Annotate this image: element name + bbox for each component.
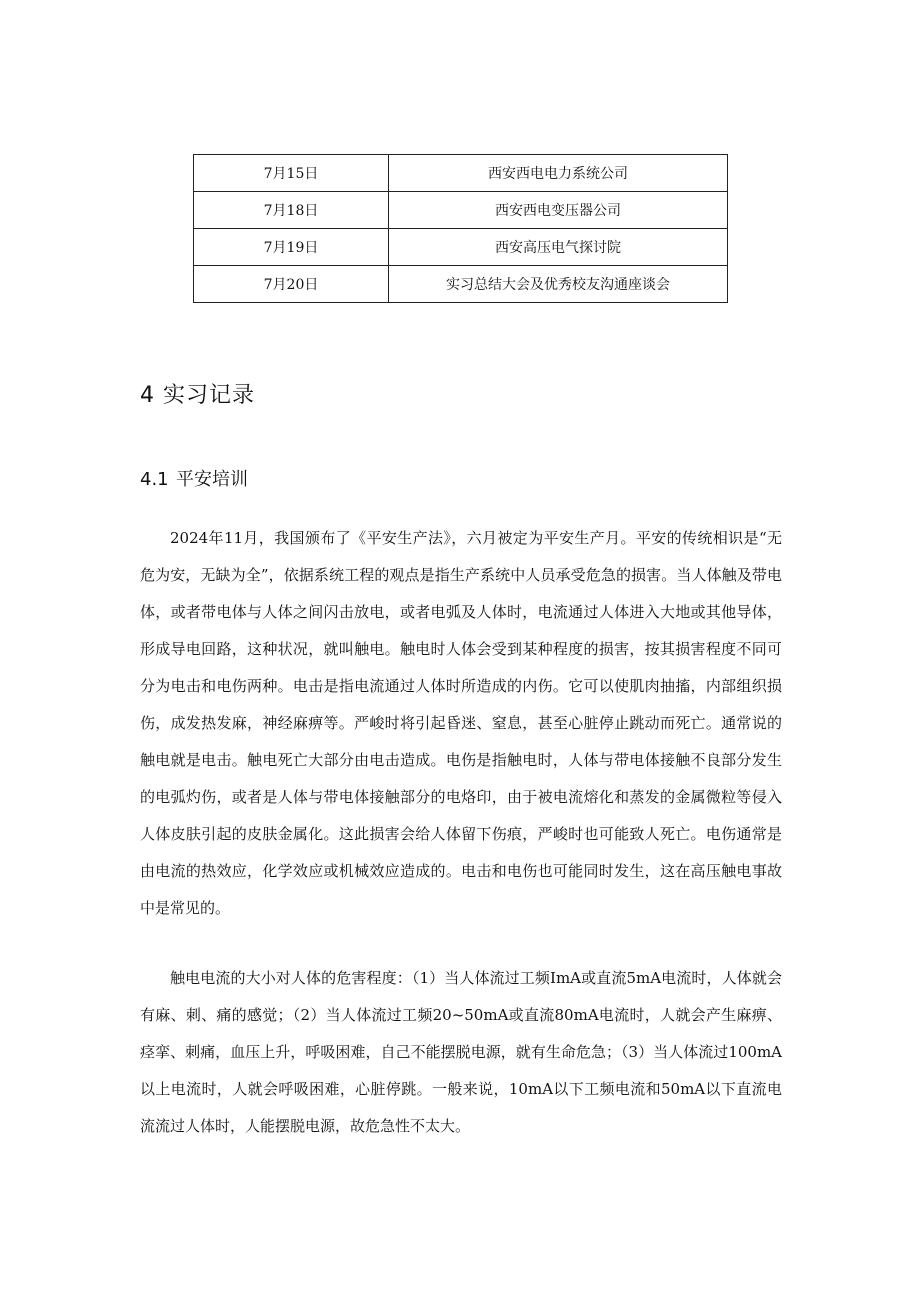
table-row	[194, 266, 728, 303]
schedule-table	[193, 154, 728, 303]
subsection-number: 4.1	[140, 469, 169, 490]
subsection-title: 平安培训	[176, 469, 248, 490]
body-paragraph: 触电电流的大小对人体的危害程度：（1）当人体流过工频ImA或直流5mA电流时，人体就会有麻、刺、痛的感觉；（2）当人体流过工频20~50mA或直流80mA电流时，人就会产生麻痹、痉挛、刺痛，血压上升，呼吸困难，自己不能摆脱电源，就有生命危急；（3）当人体流过100mA以上电流时，人就会呼吸困难，心脏停跳。一般来说，10mA以下工频电流和50mA以下直流电流流过人体时，人能摆脱电源，故危急性不太大。	[140, 969, 782, 1135]
section-number: 4	[140, 383, 155, 408]
section-title: 实习记录	[163, 383, 256, 408]
table-row	[194, 192, 728, 229]
activity-cell: 实习总结大会及优秀校友沟通座谈会	[389, 266, 728, 303]
date-cell: 7月19日	[194, 229, 389, 266]
table-row	[194, 155, 728, 192]
date-cell: 7月20日	[194, 266, 389, 303]
table-row	[194, 229, 728, 266]
section-heading	[140, 378, 255, 409]
date-cell: 7月15日	[194, 155, 389, 192]
activity-cell: 西安高压电气探讨院	[389, 229, 728, 266]
date-cell: 7月18日	[194, 192, 389, 229]
subsection-heading	[140, 465, 248, 491]
activity-cell: 西安西电变压器公司	[389, 192, 728, 229]
body-paragraph: 2024年11月，我国颁布了《平安生产法》，六月被定为平安生产月。平安的传统相识是“无危为安，无缺为全”，依据系统工程的观点是指生产系统中人员承受危急的损害。当人体触及带电体，或者带电体与人体之间闪击放电，或者电弧及人体时，电流通过人体进入大地或其他导体，形成导电回路，这种状况，就叫触电。触电时人体会受到某种程度的损害，按其损害程度不同可分为电击和电伤两种。电击是指电流通过人体时所造成的内伤。它可以使肌肉抽搐，内部组织损伤，成发热发麻，神经麻痹等。严峻时将引起昏迷、窒息，甚至心脏停止跳动而死亡。通常说的触电就是电击。触电死亡大部分由电击造成。电伤是指触电时，人体与带电体接触不良部分发生的电弧灼伤，或者是人体与带电体接触部分的电烙印，由于被电流熔化和蒸发的金属微粒等侵入人体皮肤引起的皮肤金属化。这此损害会给人体留下伤痕，严峻时也可能致人死亡。电伤通常是由电流的热效应，化学效应或机械效应造成的。电击和电伤也可能同时发生，这在高压触电事故中是常见的。	[140, 529, 782, 917]
activity-cell: 西安西电电力系统公司	[389, 155, 728, 192]
